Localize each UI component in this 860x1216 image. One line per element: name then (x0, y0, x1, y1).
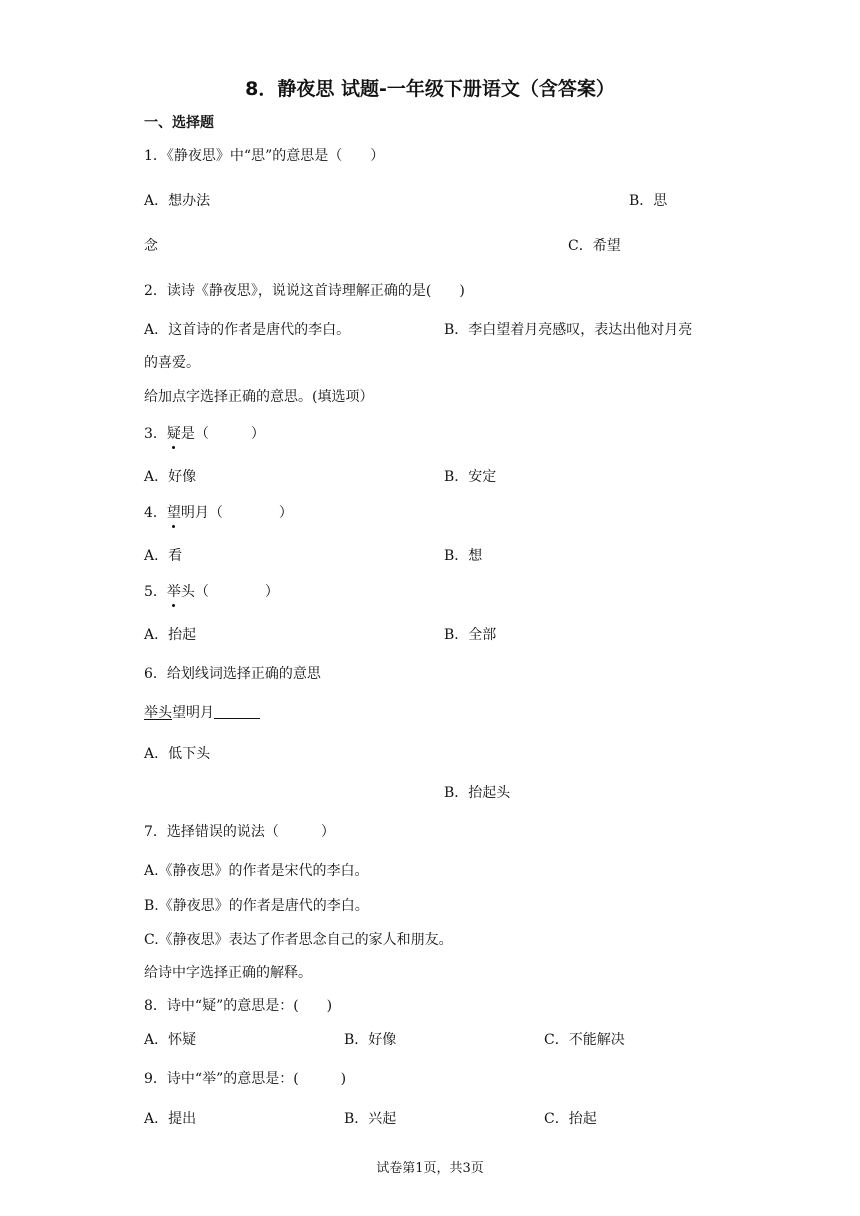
question-4-stem (144, 504, 293, 522)
question-3-number: 3． (144, 426, 167, 442)
question-6-option-a: A．低下头 (144, 746, 211, 762)
question-6-underlined-word: 举头 (144, 705, 172, 721)
question-5-stem (144, 583, 279, 601)
question-3-rest: 是（ ） (180, 426, 265, 442)
page-footer: 试卷第1页，共3页 (376, 1161, 484, 1176)
question-4-option-b: B．想 (444, 548, 483, 564)
question-5-number: 5． (144, 584, 167, 600)
question-9-option-c: C．抬起 (544, 1111, 597, 1127)
question-4-rest: 明月（ ） (180, 505, 293, 521)
question-5-option-a: A．抬起 (144, 627, 197, 643)
answer-blank (214, 704, 260, 719)
question-7-option-a: A.《静夜思》的作者是宋代的李白。 (144, 863, 369, 879)
question-4-number: 4． (144, 505, 167, 521)
question-6-stem: 6．给划线词选择正确的意思 (144, 666, 321, 682)
question-7-option-b: B.《静夜思》的作者是唐代的李白。 (144, 898, 369, 914)
question-3-option-b: B．安定 (444, 469, 497, 485)
question-9-stem: 9．诗中“举”的意思是：( ) (144, 1071, 347, 1087)
question-5-option-b: B．全部 (444, 627, 497, 643)
question-5-dotted-char: 举 (166, 584, 181, 600)
question-2-option-a: A．这首诗的作者是唐代的李白。 (144, 322, 351, 338)
question-4-option-a: A．看 (144, 548, 183, 564)
question-6-option-b: B．抬起头 (444, 785, 511, 801)
question-5-rest: 头（ ） (180, 584, 279, 600)
question-3-option-a: A．好像 (144, 469, 197, 485)
question-8-option-b: B．好像 (344, 1032, 397, 1048)
question-9-option-b: B．兴起 (344, 1111, 397, 1127)
question-2-option-b: B．李白望着月亮感叹，表达出他对月亮 (444, 322, 693, 338)
question-8-option-a: A．怀疑 (144, 1032, 197, 1048)
question-2-stem: 2．读诗《静夜思》，说说这首诗理解正确的是( ) (144, 283, 465, 299)
question-1-option-b: B．思 (629, 193, 668, 209)
question-2-option-b-continued: 的喜爱。 (144, 355, 200, 371)
question-6-phrase-rest: 望明月 (172, 705, 214, 721)
page-title: 8．静夜思 试题-一年级下册语文（含答案） (245, 78, 615, 100)
instruction-poem-chars: 给诗中字选择正确的解释。 (144, 965, 312, 981)
question-7-option-c: C.《静夜思》表达了作者思念自己的家人和朋友。 (144, 932, 453, 948)
question-3-stem (144, 425, 265, 443)
question-3-dotted-char: 疑 (166, 426, 181, 442)
question-4-dotted-char: 望 (166, 505, 181, 521)
question-1-option-b-continued: 念 (144, 238, 158, 254)
question-7-stem: 7．选择错误的说法（ ） (144, 824, 335, 840)
instruction-dotted-chars: 给加点字选择正确的意思。(填选项） (144, 389, 374, 405)
question-8-option-c: C．不能解决 (544, 1032, 625, 1048)
section-heading: 一、选择题 (144, 115, 214, 131)
question-6-phrase (144, 704, 260, 722)
question-1-option-a: A．想办法 (144, 193, 211, 209)
question-9-option-a: A．提出 (144, 1111, 197, 1127)
question-1-stem: 1．《静夜思》中“思”的意思是（ ） (144, 148, 385, 164)
question-1-option-c: C．希望 (568, 238, 621, 254)
question-8-stem: 8．诗中“疑”的意思是：( ) (144, 998, 333, 1014)
